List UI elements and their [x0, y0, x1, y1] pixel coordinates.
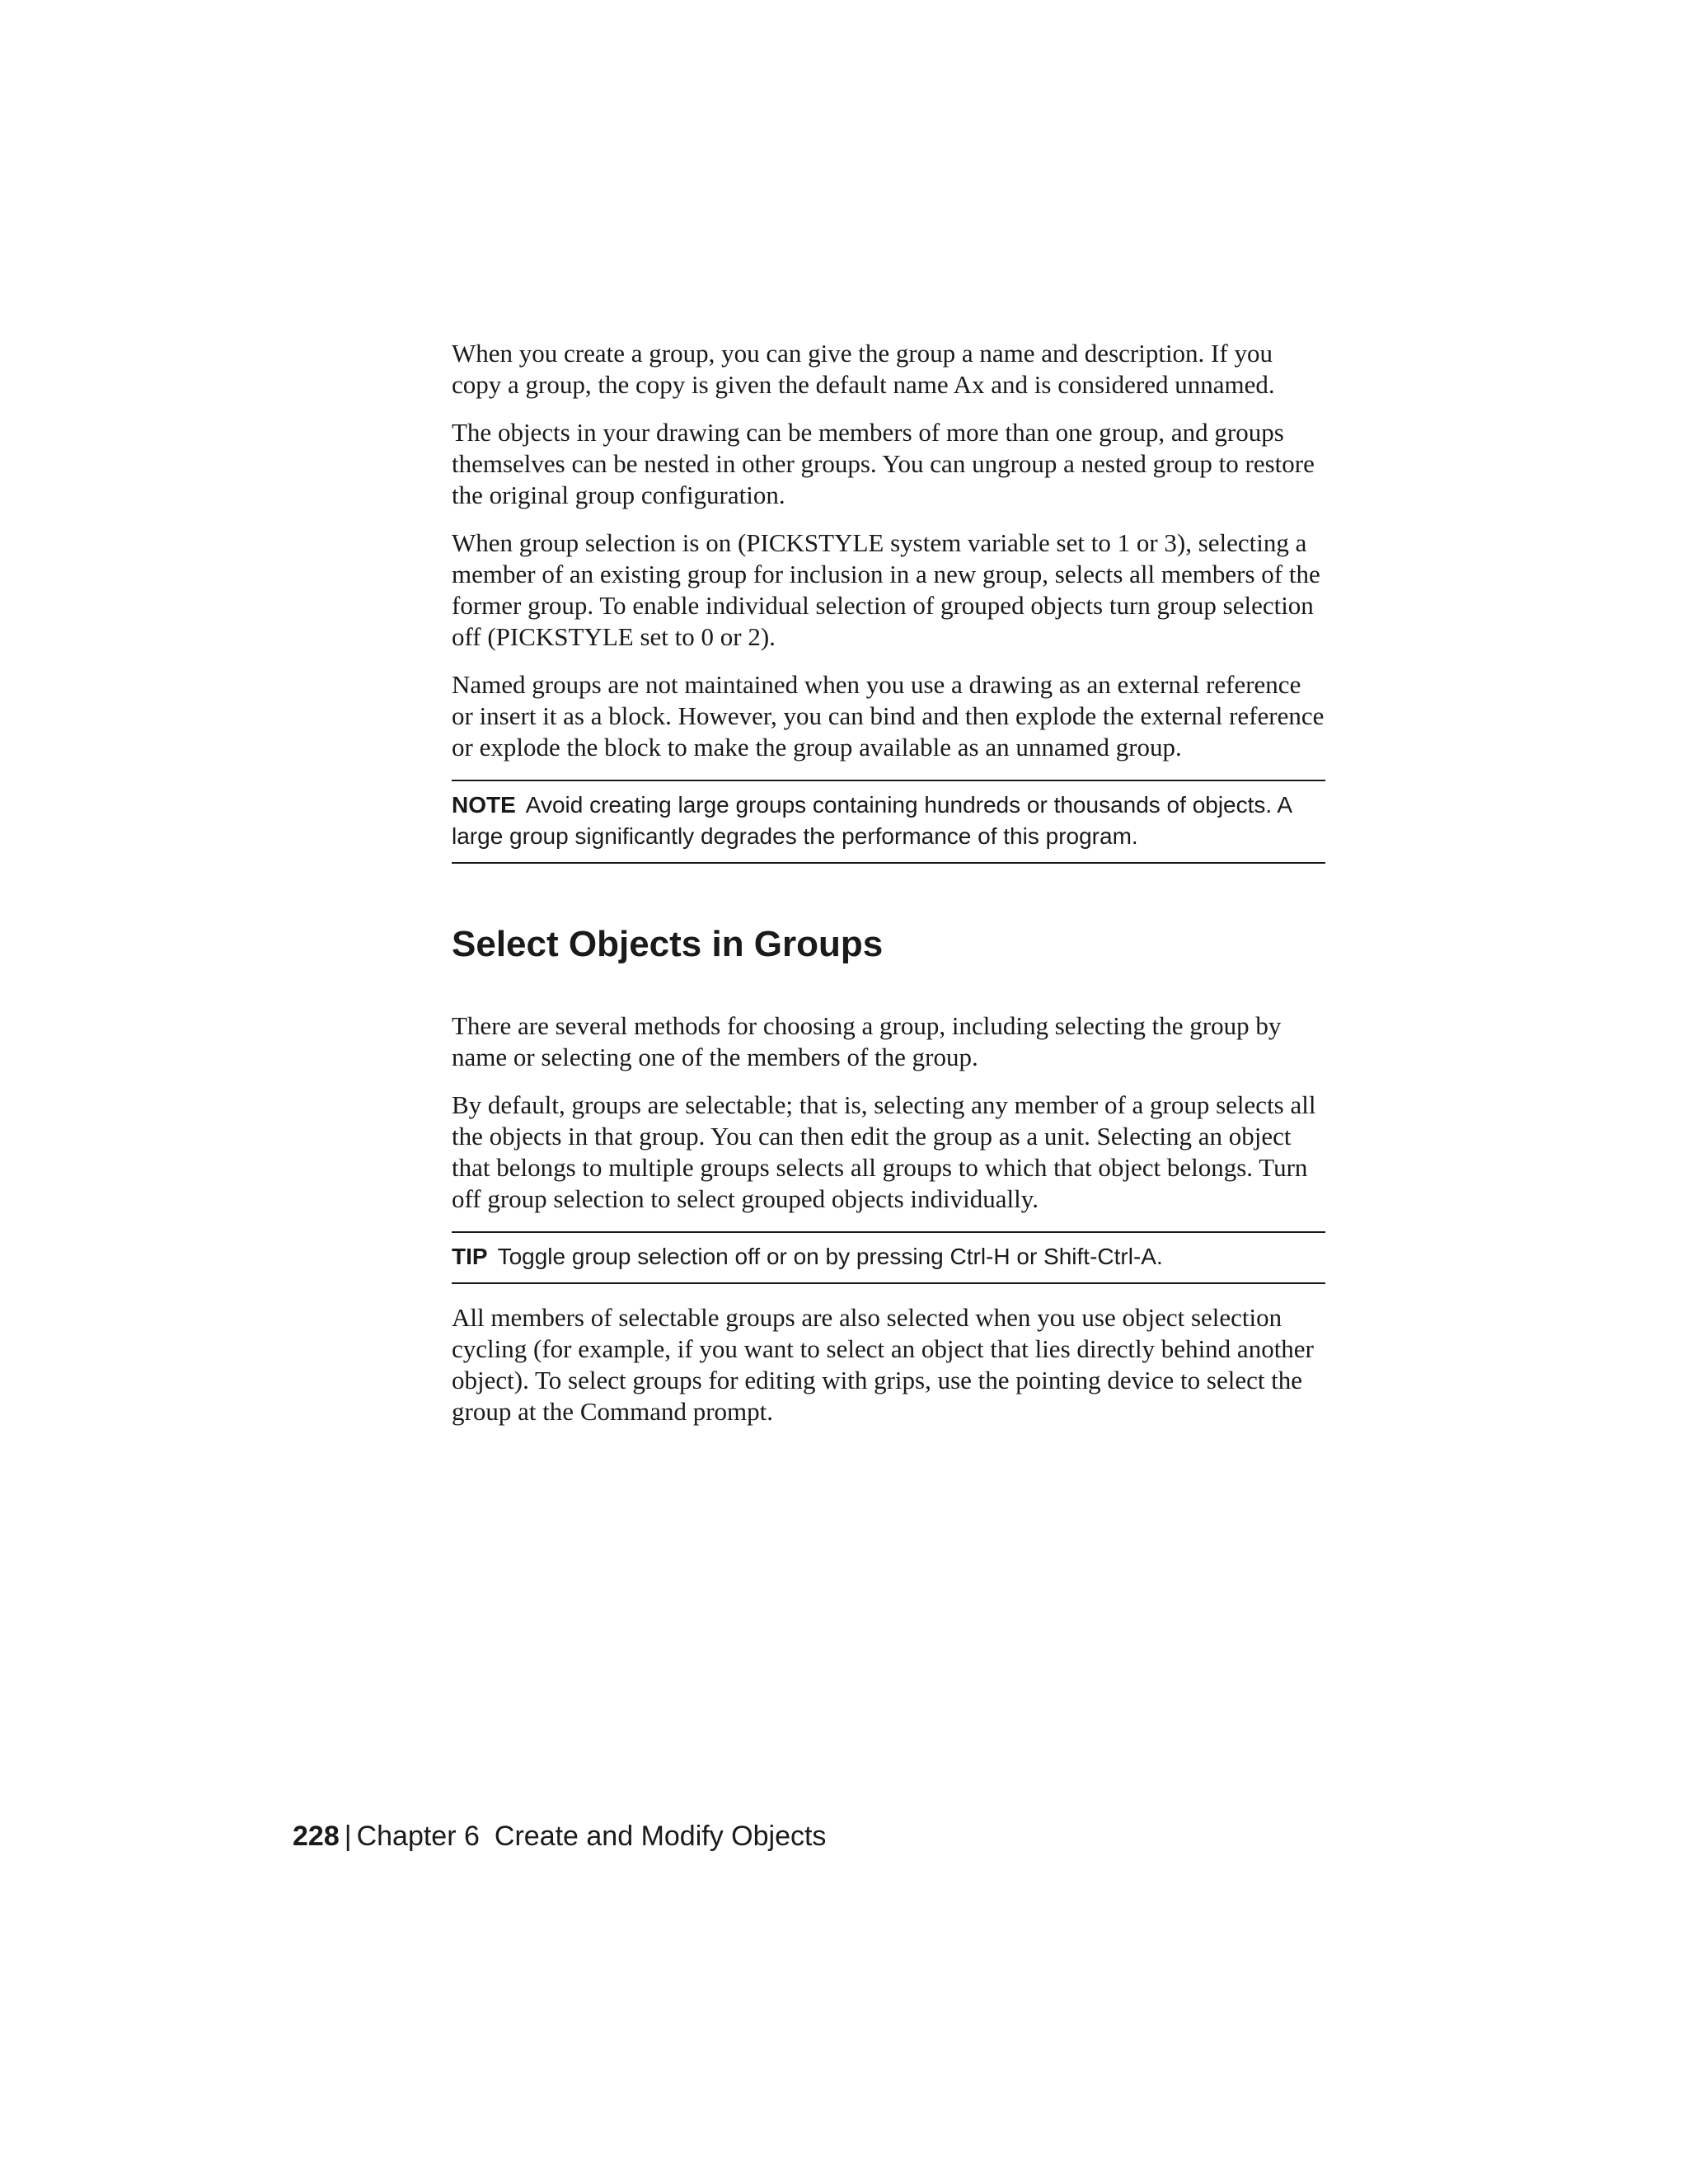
tip-callout — [452, 1231, 1325, 1284]
note-label: NOTE — [452, 792, 516, 818]
section-paragraph-1: There are several methods for choosing a group, including selecting the group by name or selecting one of the members of the group. — [452, 1011, 1282, 1071]
intro-paragraph-3: When group selection is on (PICKSTYLE system variable set to 1 or 3), selecting a member of an existing group for inclusion in a new group, selects all members of the former group. To enable individual selection of grouped objects turn group selection off (PICKSTYLE set to 0 or 2). — [452, 528, 1320, 651]
note-text: Avoid creating large groups containing hundreds or thousands of objects. A large group significantly degrades the performance of this program. — [452, 792, 1292, 849]
footer-separator: | — [344, 1821, 352, 1852]
intro-paragraph-1: When you create a group, you can give the group a name and description. If you copy a group, the copy is given the default name Ax and is considered unnamed. — [452, 339, 1275, 399]
intro-paragraph-4: Named groups are not maintained when you use a drawing as an external reference or insert it as a block. However, you can bind and then explode the external reference or explode the block to make the group available as an unnamed group. — [452, 670, 1325, 762]
chapter-label: Chapter 6 — [356, 1821, 480, 1852]
chapter-title: Create and Modify Objects — [494, 1821, 827, 1852]
closing-paragraph: All members of selectable groups are also selected when you use object selection cycling (for example, if you want to select an object that lies directly behind another object). To select groups for editing with grips, use the pointing device to select the group at the Command prompt. — [452, 1303, 1314, 1426]
page-content — [452, 338, 1325, 1444]
page-number: 228 — [293, 1821, 340, 1852]
tip-label: TIP — [452, 1244, 488, 1269]
intro-paragraph-2: The objects in your drawing can be members of more than one group, and groups themselves can be nested in other groups. You can ungroup a nested group to restore the original group configuration. — [452, 418, 1315, 509]
tip-text: Toggle group selection off or on by pressing Ctrl-H or Shift-Ctrl-A. — [497, 1244, 1163, 1269]
section-heading: Select Objects in Groups — [452, 924, 884, 964]
section-paragraph-2: By default, groups are selectable; that is, selecting any member of a group selects all the objects in that group. You can then edit the group as a unit. Selecting an object that belongs to multiple groups selects all groups to which that object belongs. Turn off group selection to select grouped objects individually. — [452, 1090, 1316, 1213]
note-callout — [452, 780, 1325, 864]
page-footer — [293, 1820, 826, 1853]
